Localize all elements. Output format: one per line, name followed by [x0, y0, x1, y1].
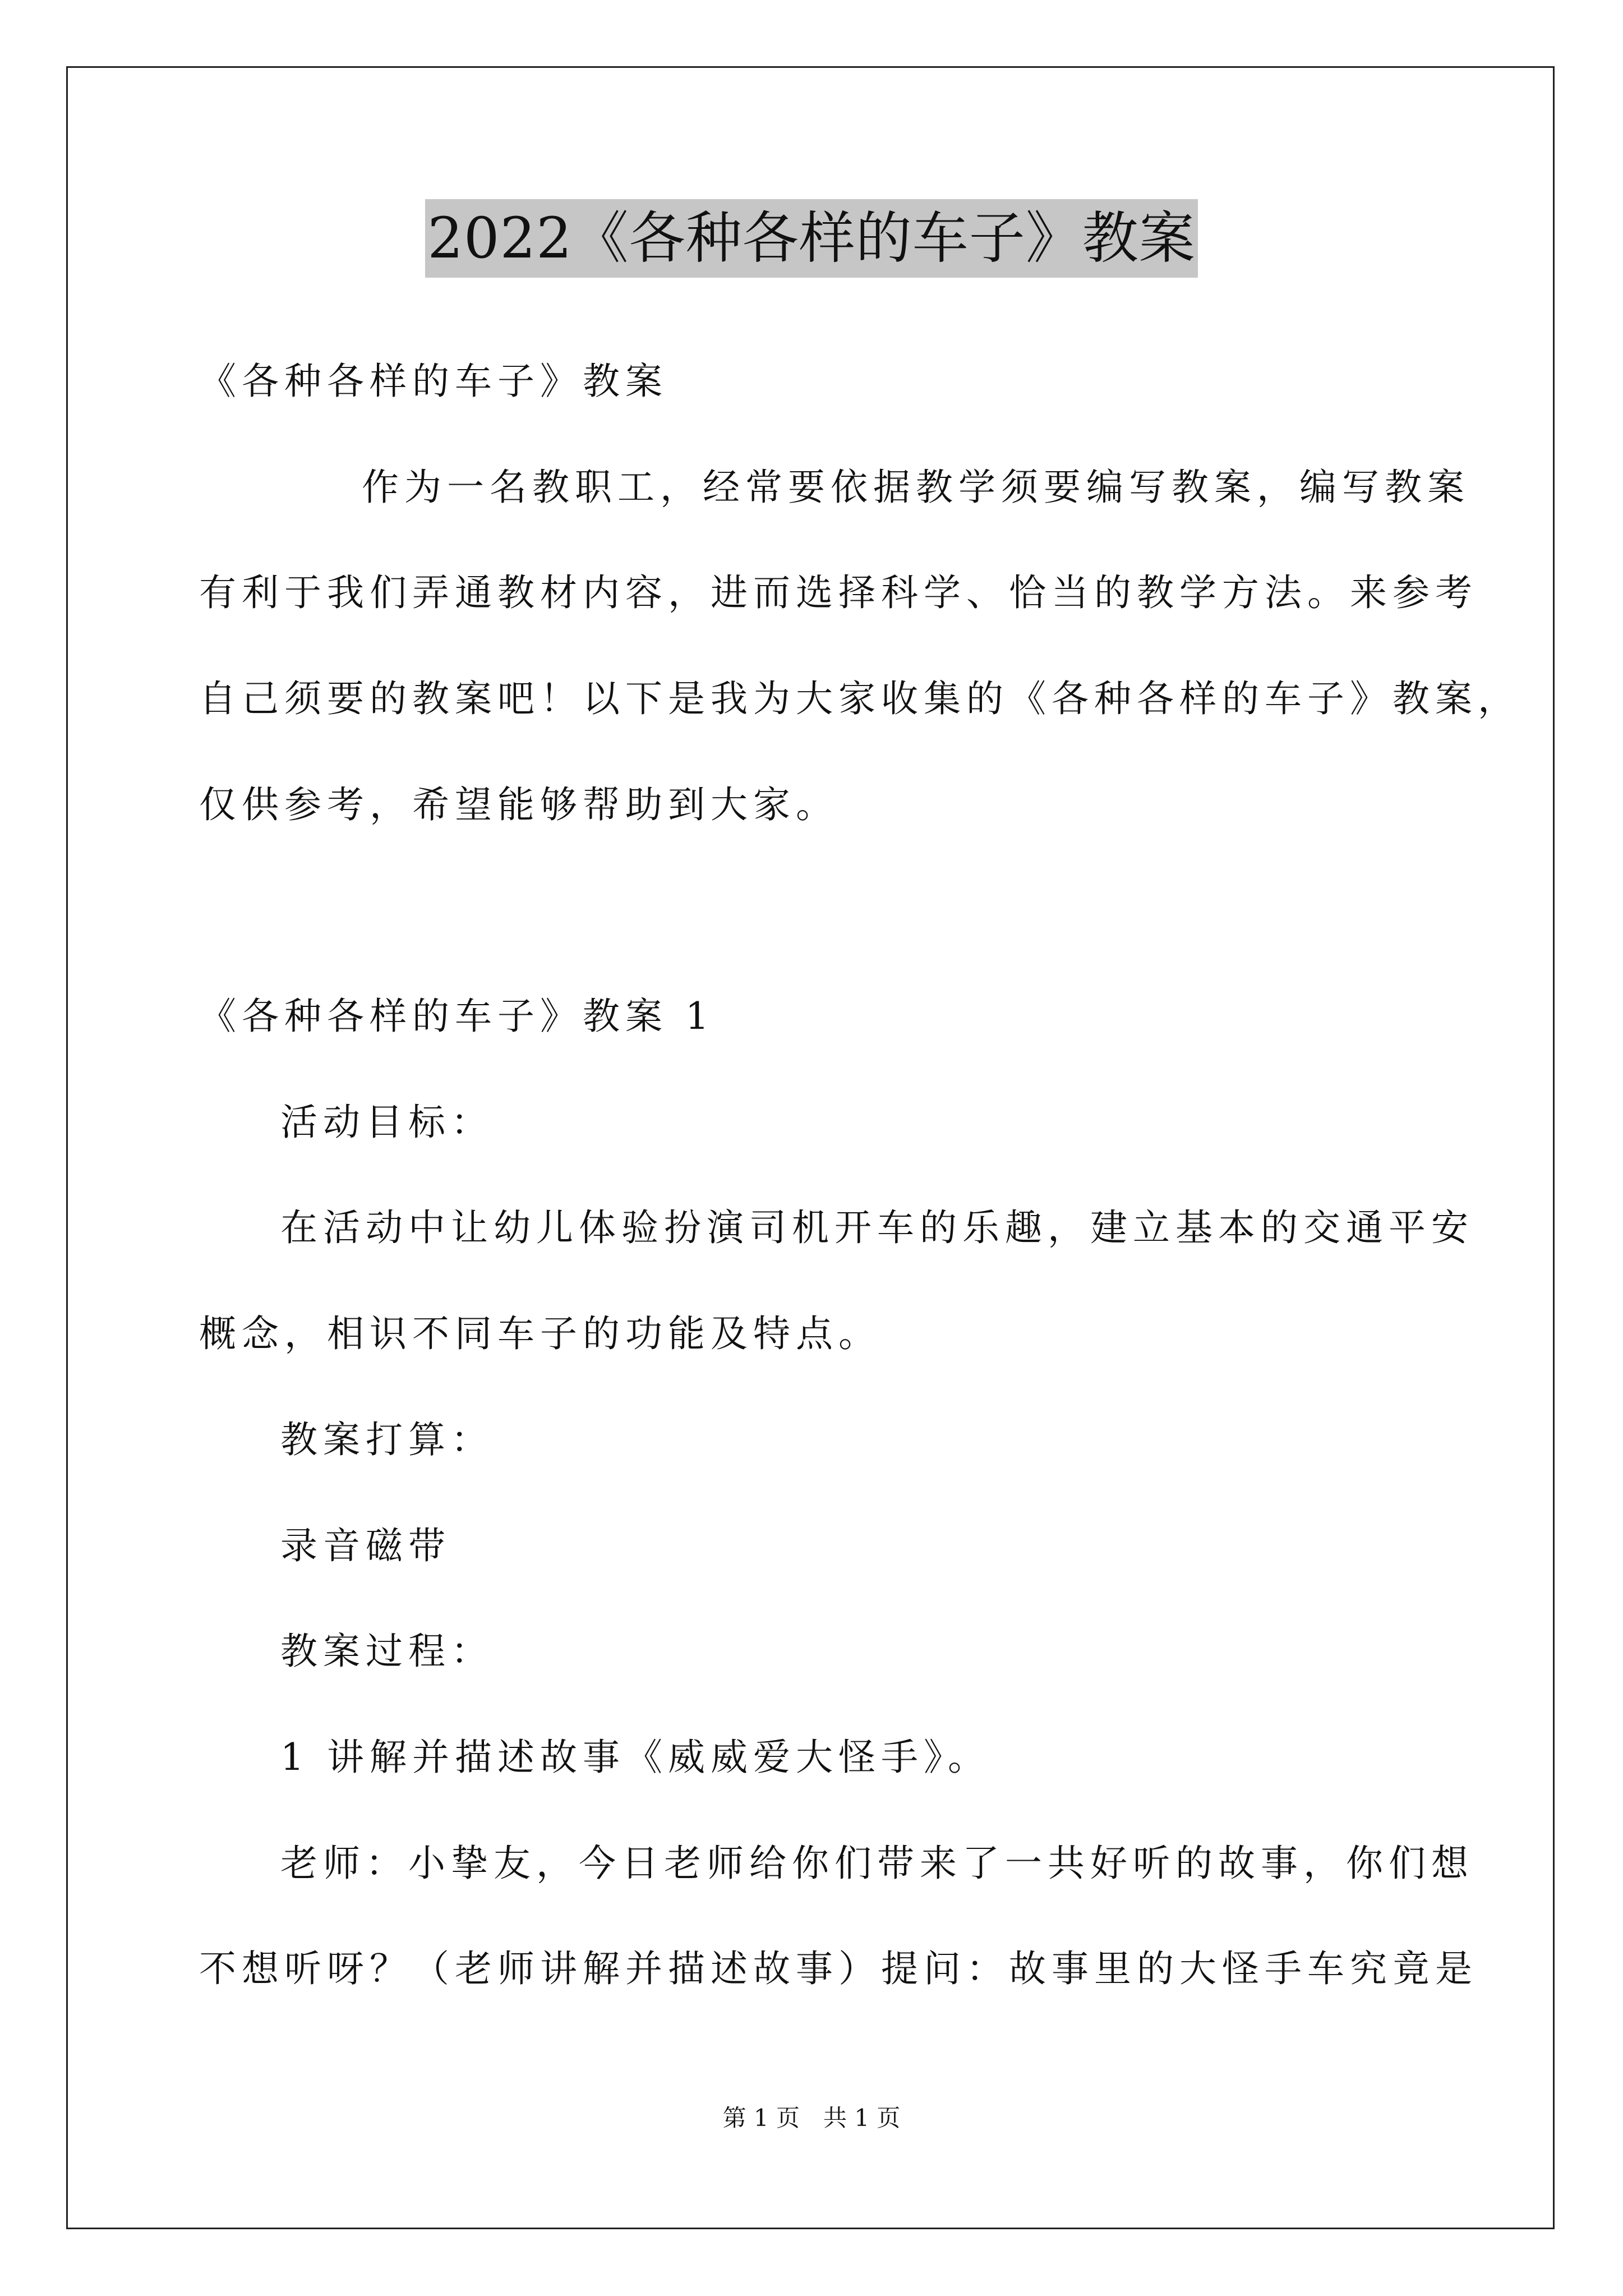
body-line: 教案打算： — [280, 1418, 494, 1461]
section-heading: 《各种各样的车子》教案 1 — [199, 995, 714, 1038]
body-line: 作为一名教职工，经常要依据教学须要编写教案，编写教案 — [362, 466, 1470, 509]
document-title: 2022《各种各样的车子》教案 — [425, 199, 1198, 278]
body-line: 教案过程： — [280, 1630, 494, 1673]
body-line: 概念，相识不同车子的功能及特点。 — [199, 1312, 881, 1355]
body-line: 录音磁带 — [280, 1524, 451, 1567]
subtitle-line: 《各种各样的车子》教案 — [199, 360, 668, 403]
body-line: 1 讲解并描述故事《威威爱大怪手》。 — [280, 1736, 990, 1779]
body-line: 活动目标： — [280, 1101, 494, 1144]
body-line: 不想听呀？（老师讲解并描述故事）提问：故事里的大怪手车究竟是 — [199, 1947, 1478, 1990]
title-container — [0, 199, 1623, 278]
body-line: 在活动中让幼儿体验扮演司机开车的乐趣，建立基本的交通平安 — [280, 1206, 1474, 1249]
body-line: 仅供参考，希望能够帮助到大家。 — [199, 783, 838, 826]
body-line: 有利于我们弄通教材内容，进而选择科学、恰当的教学方法。来参考 — [199, 571, 1478, 614]
body-line: 自己须要的教案吧！以下是我为大家收集的《各种各样的车子》教案， — [199, 677, 1520, 720]
page-footer: 第 1 页 共 1 页 — [722, 2104, 901, 2132]
body-line: 老师：小挚友，今日老师给你们带来了一共好听的故事，你们想 — [280, 1842, 1474, 1885]
